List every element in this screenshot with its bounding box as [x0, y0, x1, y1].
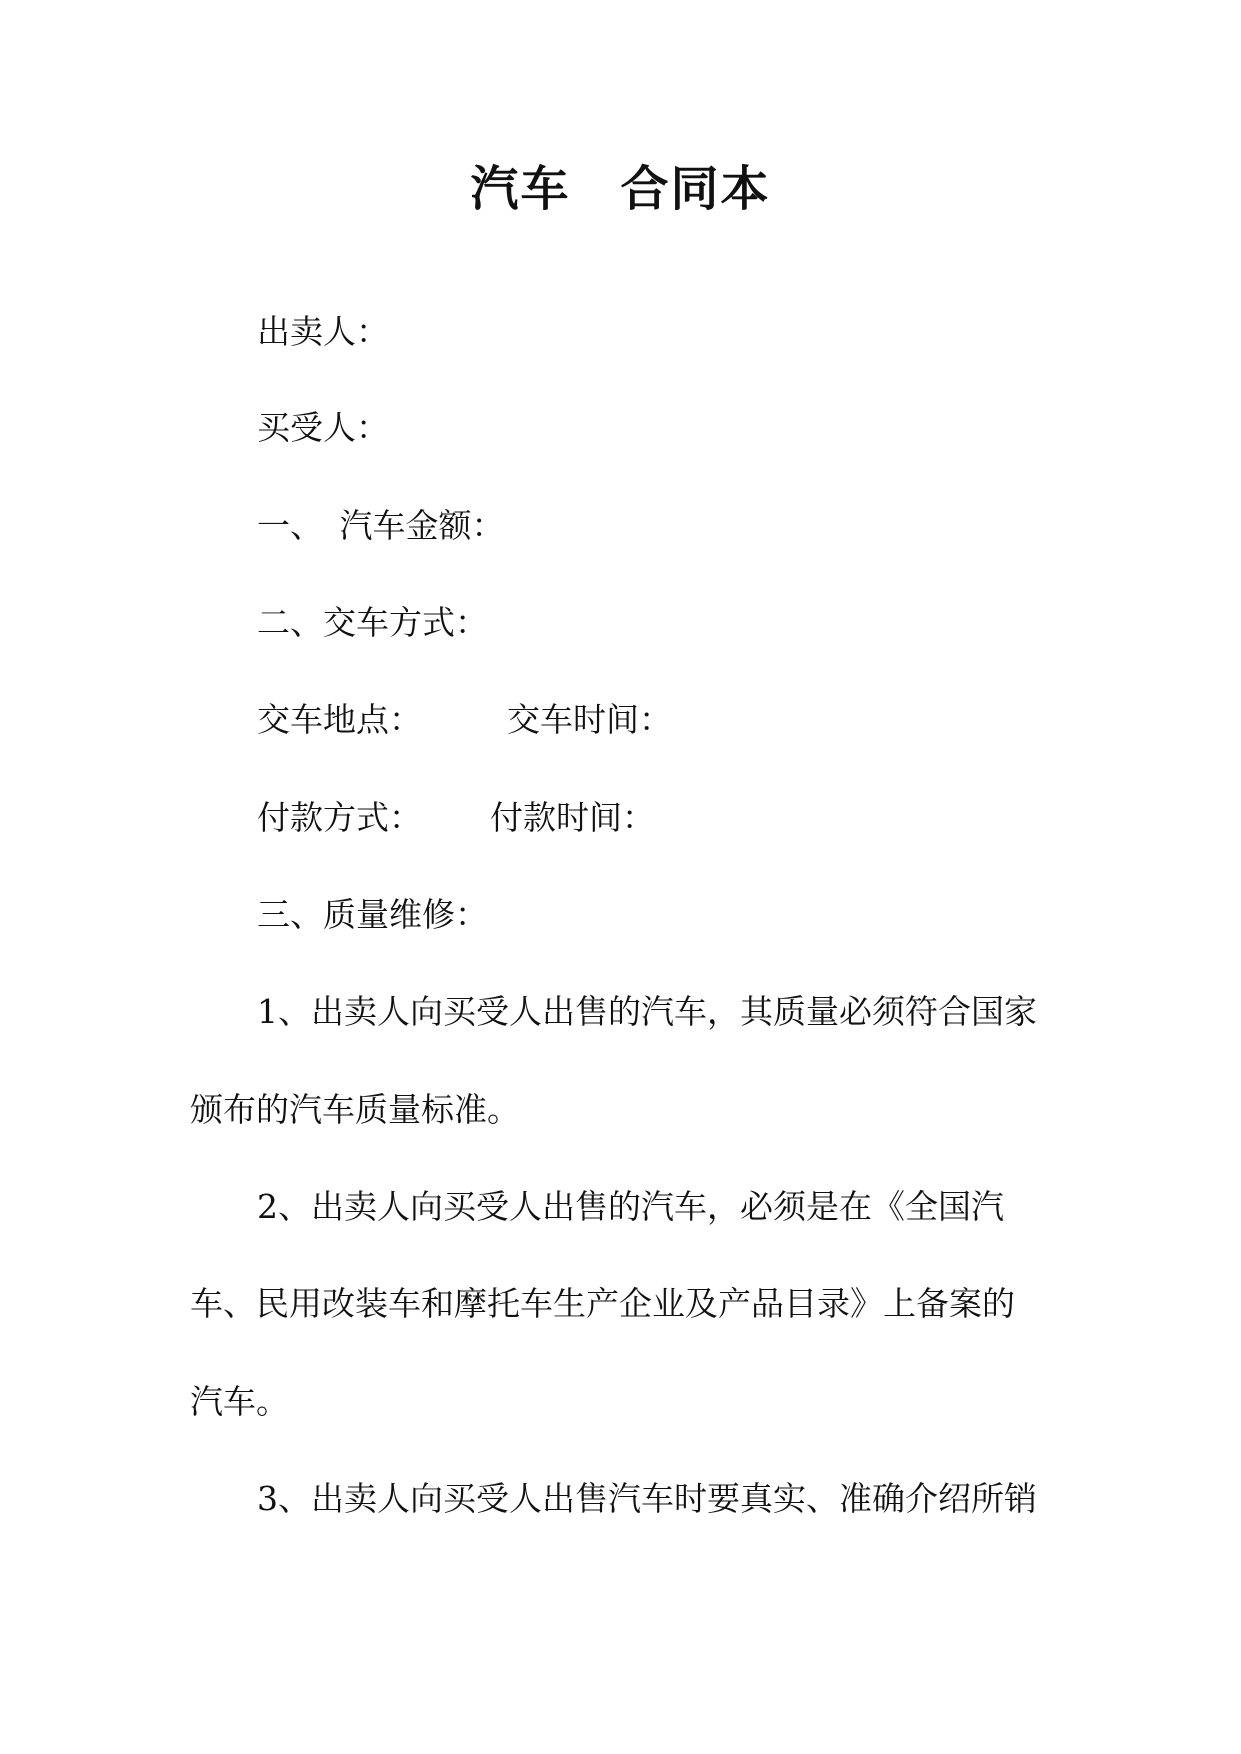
buyer-label: 买受人： [257, 408, 389, 447]
clause-2-line-2: 车、民用改装车和摩托车生产企业及产品目录》上备案的 [190, 1284, 1015, 1323]
clause-2-line-3: 汽车。 [190, 1382, 289, 1421]
clause-1-line-2: 颁布的汽车质量标准。 [190, 1090, 520, 1129]
document-title: 汽车 合同本 [470, 161, 771, 217]
payment-method-label: 付款方式： [257, 798, 422, 837]
delivery-place-label: 交车地点： [257, 700, 422, 739]
section-2-delivery: 二、交车方式： [257, 603, 488, 642]
payment-time-label: 付款时间： [490, 798, 655, 837]
section-1-amount: 一、 汽车金额： [257, 506, 505, 545]
seller-label: 出卖人： [257, 312, 389, 351]
clause-2-line-1: 2、出卖人向买受人出售的汽车，必须是在《全国汽 [257, 1187, 1004, 1226]
delivery-time-label: 交车时间： [507, 700, 672, 739]
section-3-quality: 三、质量维修： [257, 895, 488, 934]
clause-3-line-1: 3、出卖人向买受人出售汽车时要真实、准确介绍所销 [257, 1479, 1037, 1518]
clause-1-line-1: 1、出卖人向买受人出售的汽车，其质量必须符合国家 [257, 992, 1037, 1031]
